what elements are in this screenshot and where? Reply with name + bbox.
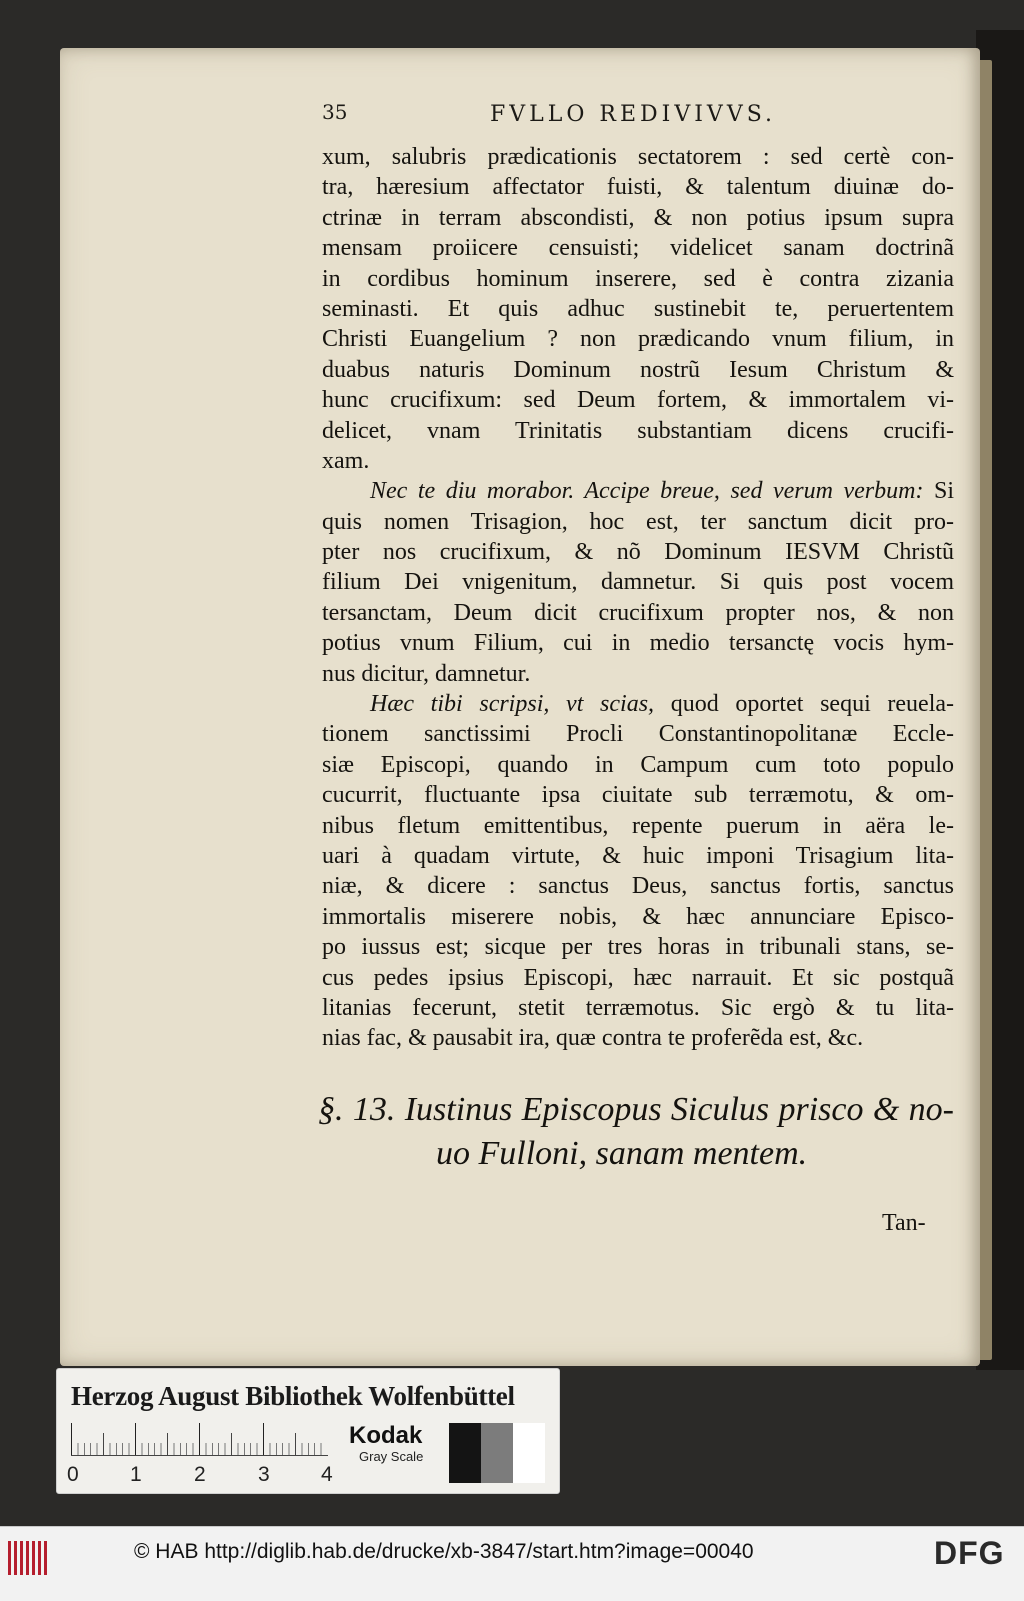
text-line: quis nomen Trisagion, hoc est, ter sanctum dicit pro- (322, 508, 954, 535)
line-rest: quod oportet sequi reuela- (670, 691, 955, 718)
section-heading (318, 1088, 954, 1176)
text-line: mensam proiicere censuisti; videlicet sanam doctrinã (322, 235, 954, 262)
text-line: delicet, vnam Trinitatis substantiam dicens crucifi- (322, 417, 954, 444)
text-line: potius vnum Filium, cui in medio tersanctę vocis hym- (322, 630, 954, 657)
ruler-number: 0 (67, 1463, 79, 1486)
text-line: nus dicitur, damnetur. (322, 660, 531, 687)
text-line: nias fac, & pausabit ira, quæ contra te proferẽda est, &c. (322, 1025, 864, 1052)
hab-logo-icon (8, 1541, 48, 1575)
text-line: siæ Episcopi, quando in Campum cum toto populo (322, 751, 954, 778)
text-line: uari à quadam virtute, & huic imponi Trisagium lita- (322, 842, 954, 869)
footer-copyright-link[interactable]: © HAB http://diglib.hab.de/drucke/xb-3847/start.htm?image=00040 (134, 1540, 754, 1563)
text-line: tionem sanctissimi Procli Constantinopolitanæ Eccle- (322, 721, 954, 748)
main-text (322, 142, 954, 1054)
kodak-brand: Kodak (349, 1422, 423, 1449)
library-name: Herzog August Bibliothek Wolfenbüttel (71, 1381, 515, 1411)
ruler-baseline (71, 1455, 328, 1456)
text-line: cucurrit, fluctuante ipsa ciuitate sub terræmotu, & om- (322, 782, 954, 809)
section-heading-line-1: §. 13. Iustinus Episcopus Siculus prisco & no- (318, 1091, 954, 1128)
paragraph-1 (322, 142, 954, 476)
text-line (322, 476, 954, 506)
text-line: po iussus est; sicque per tres horas in tribunali stans, se- (322, 934, 954, 961)
ruler-numbers (67, 1463, 367, 1487)
color-target-card (56, 1368, 560, 1494)
folio-number: 35 (322, 100, 348, 124)
ruler-ticks (71, 1423, 327, 1455)
italic-phrase: Nec te diu morabor. Accipe breue, sed verum verbum: (370, 478, 924, 505)
text-line: litanias fecerunt, stetit terræmotus. Sic ergò & tu lita- (322, 994, 954, 1021)
text-line: filium Dei vnigenitum, damnetur. Si quis post vocem (322, 569, 954, 596)
paragraph-3 (322, 689, 954, 1054)
text-line: xum, salubris prædicationis sectatorem : sed certè con- (322, 144, 954, 170)
text-line: tersanctam, Deum dicit crucifixum propter nos, & non (322, 599, 954, 626)
text-line: tra, hæresium affectator fuisti, & talentum diuinæ do- (322, 174, 954, 201)
text-line: pter nos crucifixum, & nõ Dominum IESVM Christũ (322, 539, 954, 566)
kodak-label (349, 1423, 423, 1464)
text-line: Christi Euangelium ? non prædicando vnum filium, in (322, 326, 954, 353)
ruler-number: 1 (130, 1463, 142, 1486)
section-heading-line-2: uo Fulloni, sanam mentem. (436, 1135, 808, 1172)
scale-ruler (71, 1423, 339, 1457)
text-line: cus pedes ipsius Episcopi, hæc narrauit. Et sic postquã (322, 964, 954, 991)
ruler-number: 2 (194, 1463, 206, 1486)
text-line: ctrinæ in terram abscondisti, & non potius ipsum supra (322, 204, 954, 231)
footer-bar (0, 1526, 1024, 1601)
swatch-white (513, 1423, 545, 1483)
ruler-number: 3 (258, 1463, 270, 1486)
page-header (322, 98, 954, 138)
dfg-logo: DFG (934, 1535, 1005, 1571)
text-line: nibus fletum emittentibus, repente puerum in aëra le- (322, 812, 954, 839)
text-line: duabus naturis Dominum nostrũ Iesum Christum & (322, 356, 954, 383)
ruler-number: 4 (321, 1463, 333, 1486)
text-line (322, 689, 954, 719)
text-line: immortalis miserere nobis, & hæc annunciare Episco- (322, 903, 954, 930)
paragraph-2 (322, 476, 954, 689)
text-line: seminasti. Et quis adhuc sustinebit te, peruertentem (322, 295, 954, 322)
text-line: hunc crucifixum: sed Deum fortem, & immortalem vi- (322, 387, 954, 414)
italic-phrase: Hæc tibi scripsi, vt scias, (370, 691, 655, 718)
swatch-gray (481, 1423, 513, 1483)
text-line: niæ, & dicere : sanctus Deus, sanctus fortis, sanctus (322, 873, 954, 900)
swatch-black (449, 1423, 481, 1483)
text-line: in cordibus hominum inserere, sed è contra zizania (322, 265, 954, 292)
line-rest: Si (933, 478, 954, 505)
running-head: FVLLO REDIVIVVS. (490, 102, 776, 127)
catchword: Tan- (882, 1210, 926, 1236)
gray-swatches (449, 1423, 545, 1483)
text-line: xam. (322, 447, 370, 474)
gray-scale-label: Gray Scale (359, 1449, 424, 1464)
